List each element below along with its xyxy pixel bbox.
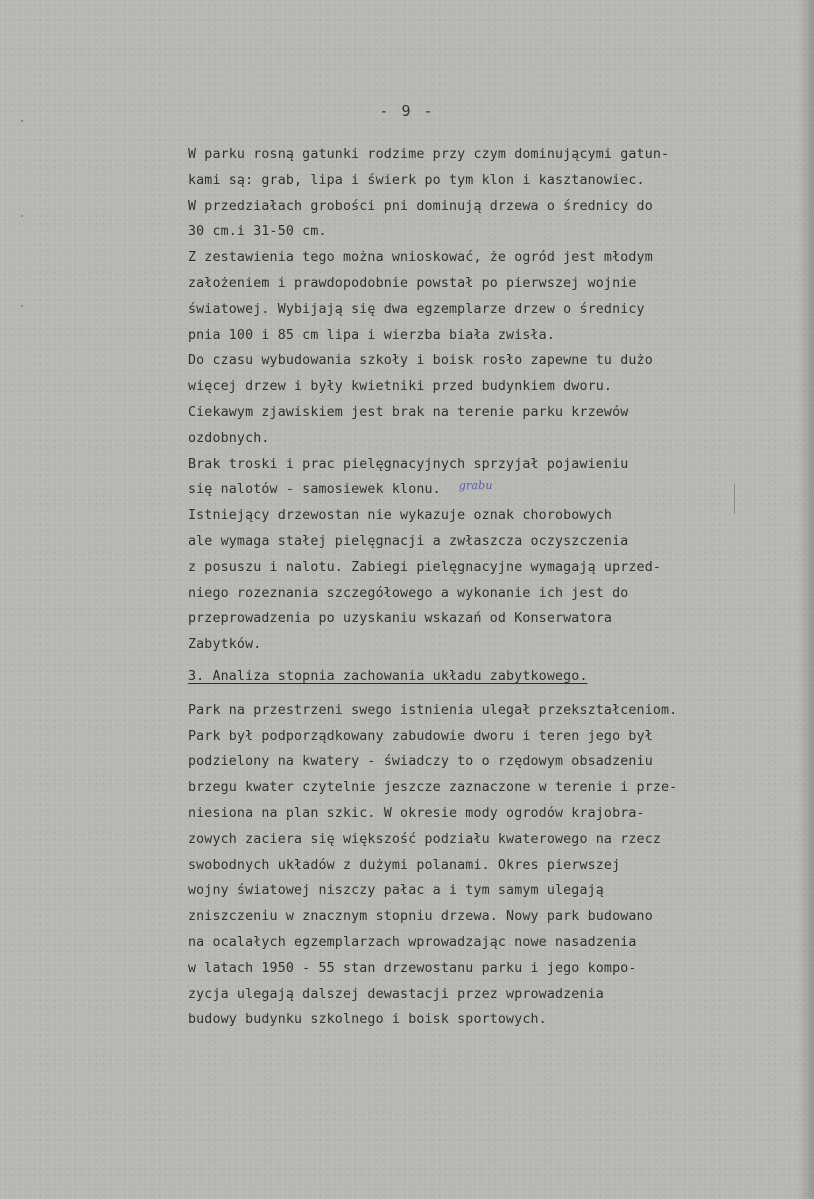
text-line: założeniem i prawdopodobnie powstał po pierwszej wojnie	[188, 275, 637, 291]
text-line: brzegu kwater czytelnie jeszcze zaznaczone w terenie i prze-	[188, 780, 678, 796]
body-text	[188, 142, 800, 1033]
text-line: W przedziałach grobości pni dominują drzewa o średnicy do	[188, 198, 653, 214]
text-line: światowej. Wybijają się dwa egzemplarze drzew o średnicy	[188, 301, 645, 317]
text-line: zowych zaciera się większość podziału kwaterowego na rzecz	[188, 831, 662, 847]
text-line: Ciekawym zjawiskiem jest brak na terenie parku krzewów	[188, 404, 629, 420]
text-line: przeprowadzenia po uzyskaniu wskazań od Konserwatora	[188, 611, 613, 627]
paragraph-condition	[188, 503, 800, 658]
page-edge-shadow	[798, 0, 814, 1199]
page-number: - 9 -	[379, 102, 435, 120]
text-line: Park był podporządkowany zabudowie dworu i teren jego był	[188, 728, 653, 744]
section-heading: 3. Analiza stopnia zachowania układu zabytkowego.	[188, 668, 588, 684]
paragraph-analysis	[188, 698, 800, 1033]
text-line: więcej drzew i były kwietniki przed budynkiem dworu.	[188, 379, 613, 395]
text-line-content: się nalotów - samosiewek klonu.	[188, 482, 441, 498]
text-line: swobodnych układów z dużymi polanami. Okres pierwszej	[188, 857, 621, 873]
text-line: budowy budynku szkolnego i boisk sportowych.	[188, 1012, 547, 1028]
text-line: niesiona na plan szkic. W okresie mody ogrodów krajobra-	[188, 805, 645, 821]
text-line: Park na przestrzeni swego istnienia ulegał przekształceniom.	[188, 702, 678, 718]
text-line: zycja ulegają dalszej dewastacji przez wprowadzenia	[188, 986, 604, 1002]
text-line: Zabytków.	[188, 637, 262, 653]
text-line: z posuszu i nalotu. Zabiegi pielęgnacyjne wymagają uprzed-	[188, 559, 662, 575]
text-line: pnia 100 i 85 cm lipa i wierzba biała zwisła.	[188, 327, 555, 343]
text-line: wojny światowej niszczy pałac a i tym samym ulegają	[188, 883, 604, 899]
margin-dot	[21, 215, 23, 217]
margin-dot	[21, 305, 23, 307]
paragraph-species	[188, 142, 800, 477]
text-line	[188, 477, 800, 503]
text-line: podzielony na kwatery - świadczy to o rzędowym obsadzeniu	[188, 754, 653, 770]
text-line: W parku rosną gatunki rodzime przy czym dominującymi gatun-	[188, 147, 670, 162]
handwritten-note: grabu	[458, 479, 493, 493]
text-line: Z zestawienia tego można wnioskować, że ogród jest młodym	[188, 250, 653, 266]
text-line: ozdobnych.	[188, 430, 270, 446]
text-line: niego rozeznania szczegółowego a wykonanie ich jest do	[188, 585, 629, 601]
text-line: Do czasu wybudowania szkoły i boisk rosło zapewne tu dużo	[188, 353, 653, 369]
text-line: Brak troski i prac pielęgnacyjnych sprzyjał pojawieniu	[188, 456, 629, 472]
text-line: na ocalałych egzemplarzach wprowadzając nowe nasadzenia	[188, 934, 637, 950]
text-line: Istniejący drzewostan nie wykazuje oznak chorobowych	[188, 508, 613, 524]
text-line: ale wymaga stałej pielęgnacji a zwłaszcza oczyszczenia	[188, 533, 629, 549]
text-line: w latach 1950 - 55 stan drzewostanu parku i jego kompo-	[188, 960, 637, 976]
margin-dot	[21, 120, 23, 122]
text-line: 30 cm.i 31-50 cm.	[188, 224, 327, 240]
text-line: zniszczeniu w znacznym stopniu drzewa. Nowy park budowano	[188, 909, 653, 925]
text-line: kami są: grab, lipa i świerk po tym klon i kasztanowiec.	[188, 172, 645, 188]
